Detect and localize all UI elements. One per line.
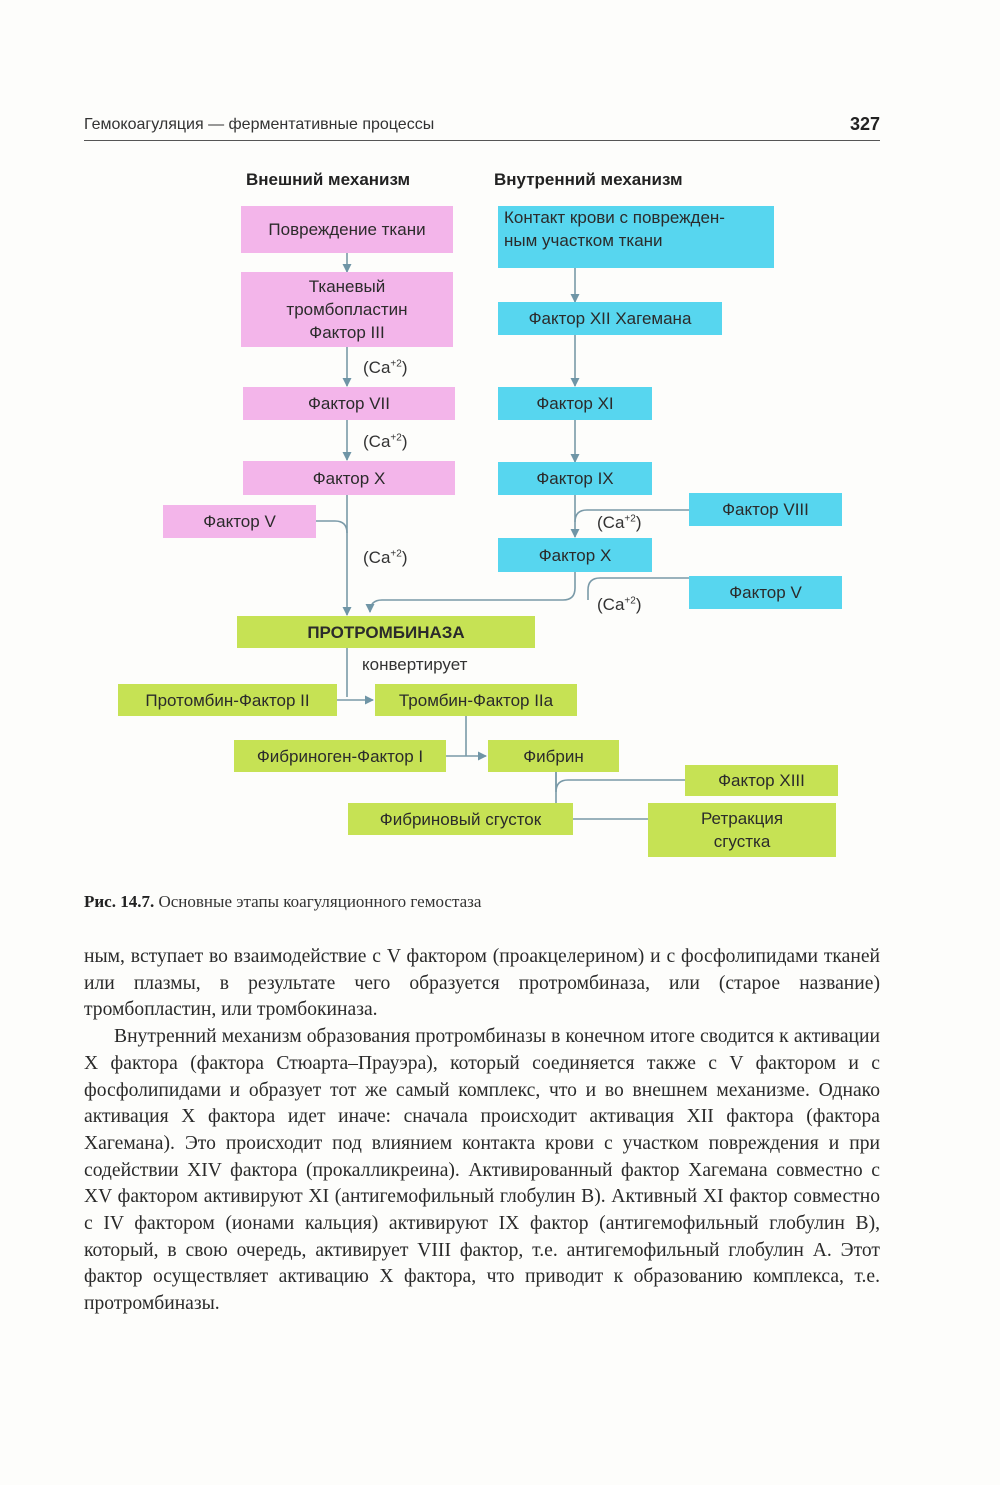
node-label: Тромбин-Фактор IIa: [398, 690, 554, 710]
calcium-label: $(Ca^{+2})$: [363, 358, 408, 377]
node-label: сгустка: [713, 832, 771, 851]
node-tissue-damage: [241, 206, 453, 253]
node-factor-ix: [498, 462, 652, 495]
node-prothrombin: [118, 684, 337, 716]
node-label: Повреждение ткани: [268, 220, 426, 239]
converts-label: конвертирует: [362, 655, 468, 674]
node-clot-retraction: [648, 803, 836, 857]
caption-label: Рис. 14.7.: [84, 892, 155, 911]
node-blood-contact: [498, 206, 774, 268]
running-header-title: Гемокоагуляция — ферментативные процессы: [84, 116, 435, 133]
extrinsic-title: Внешний механизм: [246, 170, 411, 189]
node-factor-xi: [498, 387, 652, 420]
node-fibrinogen: [234, 740, 446, 772]
node-label: тромбопластин: [286, 300, 408, 319]
node-factor-viii: [689, 493, 842, 526]
node-label: Фактор X: [538, 545, 612, 565]
node-factor-x-extrinsic: [243, 461, 455, 495]
node-label: Контакт крови с поврежден-: [504, 208, 725, 227]
node-factor-vii: [243, 387, 455, 420]
node-label: Тканевый: [308, 277, 386, 296]
node-fibrin: [488, 740, 619, 772]
node-prothrombinase: [237, 616, 535, 648]
node-label: Фактор X: [312, 468, 386, 488]
node-label: Протомбин-Фактор II: [145, 690, 310, 710]
node-label: Фибриноген-Фактор I: [256, 746, 424, 766]
node-factor-xiii: [685, 765, 838, 796]
node-factor-v-extrinsic: [163, 505, 316, 538]
node-label: Фактор XII Хагемана: [528, 309, 692, 328]
paragraph: Внутренний механизм образования протромбиназы в конечном итоге сводится к активации X фактора (фактора Стюарта–Прауэра), который соединяется также с V фактором и с фосфолипидами и образует тот же самый комплекс, что и во внешнем механизме. Однако активация X фактора идет иначе: сначала происходит активация XII фактора (фактора Хагемана). Это происходит под влиянием контакта крови с участком повреждения и при содействии XIV фактора (прокалликреина). Активированный фактор Хагемана совместно с XV фактором активируют XI (антигемофильный глобулин B). Активный XI фактор совместно с IV фактором (ионами кальция) активируют IX фактор (антигемофильный глобулин B), который, в свою очередь, активирует VIII фактор, т.е. антигемофильный глобулин A. Этот фактор осуществляет активацию X фактора, что приводит к образованию комплекса, т.е. протромбиназы.: [84, 1026, 880, 1315]
node-factor-v-intrinsic: [689, 576, 842, 609]
calcium-label: $(Ca^{+2})$: [597, 595, 642, 614]
node-label: Фактор IX: [536, 469, 614, 488]
node-thrombin: [375, 684, 577, 716]
node-label: ным участком ткани: [504, 231, 663, 250]
node-label: Фактор XI: [536, 394, 614, 413]
calcium-label: $(Ca^{+2})$: [363, 548, 408, 567]
caption-text: Основные этапы коагуляционного гемостаза: [154, 892, 482, 911]
node-tissue-factor: [241, 272, 453, 347]
node-label: Ретракция: [700, 809, 784, 828]
node-label: Фактор V: [203, 512, 276, 531]
node-fibrin-clot: [348, 803, 573, 835]
node-label: Фактор VII: [307, 394, 391, 413]
intrinsic-title: Внутренний механизм: [494, 170, 683, 189]
node-label: Фактор V: [729, 583, 802, 602]
figure-caption: [84, 892, 481, 912]
node-label: Фибриновый сгусток: [379, 809, 542, 829]
node-factor-x-intrinsic: [498, 538, 652, 572]
calcium-label: $(Ca^{+2})$: [363, 432, 408, 451]
node-label: Фактор III: [309, 323, 385, 342]
node-label: Фактор VIII: [722, 500, 809, 519]
paragraph: ным, вступает во взаимодействие с V фактором (проакцелерином) и с фосфолипидами тканей или плазмы, в результате чего образуется протромбиназа, или (старое название) тромбопластин, или тромбокиназа.: [84, 946, 881, 1021]
node-label: ПРОТРОМБИНАЗА: [307, 622, 465, 642]
page-number: 327: [849, 114, 880, 134]
node-label: Фибрин: [523, 746, 584, 766]
body-text: [84, 944, 880, 1318]
node-label: Фактор XIII: [718, 771, 805, 790]
calcium-label: $(Ca^{+2})$: [597, 513, 642, 532]
node-factor-xii: [498, 302, 722, 335]
